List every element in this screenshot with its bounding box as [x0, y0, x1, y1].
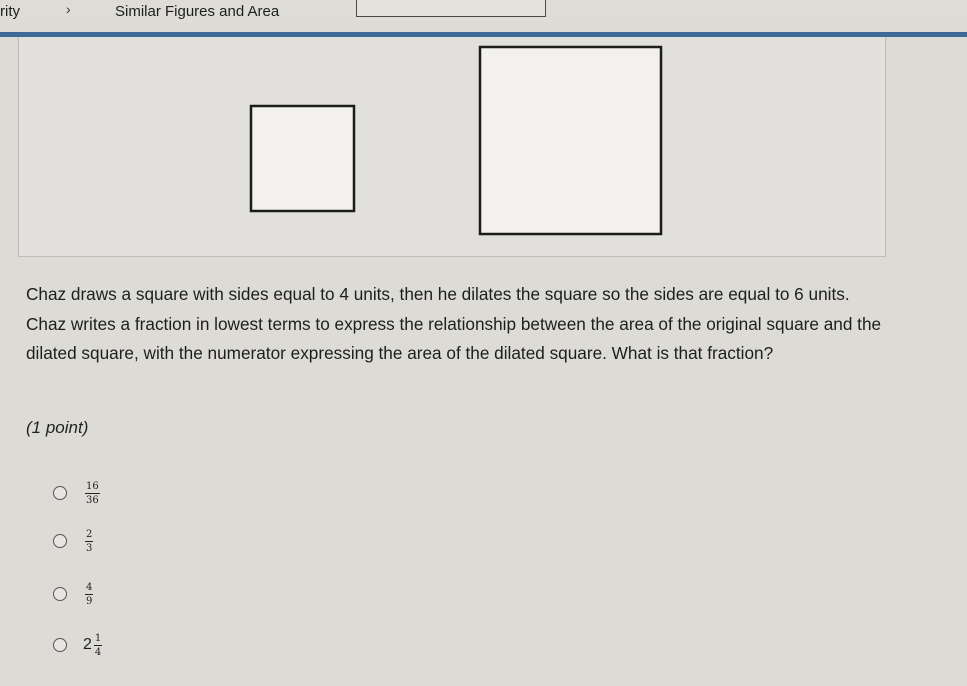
answer-label — [83, 633, 102, 658]
fraction-numerator: 4 — [86, 581, 93, 593]
answer-label — [83, 481, 100, 506]
answer-option-1[interactable] — [53, 476, 173, 510]
answer-option-2[interactable] — [53, 524, 173, 558]
answer-fraction — [85, 529, 93, 554]
squares-figure — [19, 37, 885, 256]
answer-option-3[interactable] — [53, 577, 173, 611]
fraction-denominator: 3 — [86, 542, 93, 554]
page-title: Similar Figures and Area — [115, 3, 280, 20]
fraction-denominator: 4 — [94, 646, 102, 658]
header-field[interactable] — [356, 0, 546, 17]
breadcrumb-previous[interactable]: rity — [0, 3, 20, 20]
top-bar — [0, 0, 967, 22]
radio-button[interactable] — [53, 486, 67, 500]
original-square — [251, 106, 354, 211]
answer-fraction — [85, 582, 93, 607]
figure-panel — [18, 37, 886, 257]
answer-fraction — [94, 633, 102, 658]
point-value: (1 point) — [26, 418, 89, 437]
answer-option-4[interactable] — [53, 628, 173, 662]
fraction-denominator: 36 — [86, 494, 99, 506]
fraction-numerator: 16 — [86, 480, 99, 492]
radio-button[interactable] — [53, 638, 67, 652]
fraction-numerator: 1 — [94, 632, 102, 644]
answer-whole: 2 — [83, 636, 92, 653]
radio-button[interactable] — [53, 534, 67, 548]
fraction-numerator: 2 — [86, 528, 93, 540]
answer-label — [83, 529, 93, 554]
question-text: Chaz draws a square with sides equal to 4 units, then he dilates the square so the sides are equal to 6 units. Chaz writes a fraction in lowest terms to express the relationship between the area of the original square and the dilated square, with the numerator expressing the area of the dilated square. What is that fraction? — [26, 284, 882, 364]
answer-label — [83, 582, 93, 607]
radio-button[interactable] — [53, 587, 67, 601]
chevron-right-icon: › — [66, 1, 71, 17]
dilated-square — [480, 47, 661, 234]
fraction-denominator: 9 — [86, 595, 93, 607]
answer-fraction — [85, 481, 100, 506]
